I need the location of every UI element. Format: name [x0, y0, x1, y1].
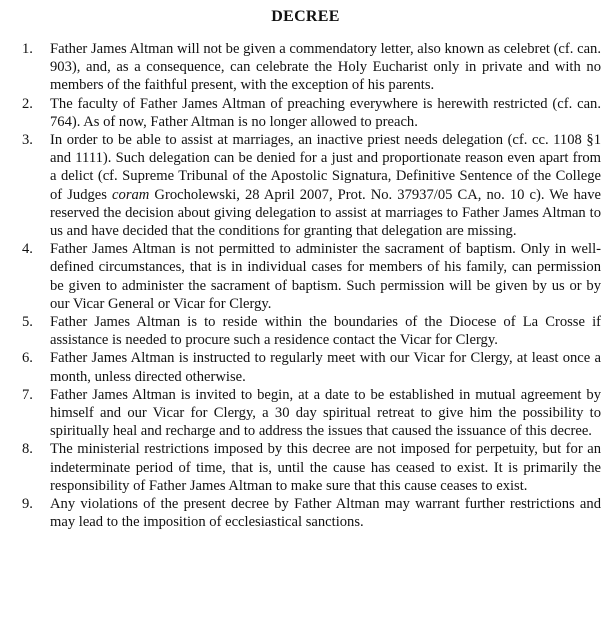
item-number: 7.: [22, 386, 33, 403]
item-number: 6.: [22, 350, 33, 367]
item-text-part: Grocholewski, 28 April 2007, Prot. No. 37937/05 CA, no. 10 c). We have reserved the decision about giving delegation to assist at marriages to Father James Altman to us and have decided that the conditions for granting that delegation are missing.: [50, 186, 601, 240]
decree-item-7: [16, 386, 601, 441]
item-text: Father James Altman is instructed to regularly meet with our Vicar for Clergy, at least once a month, unless directed otherwise.: [50, 350, 601, 385]
item-text-part: In order to be able to assist at marriages, an inactive priest needs delegation (cf. cc. 1108 §1 and 1111). Such delegation can be denied for a just and proportionate reason even apart from a delict (cf. Supreme Tribunal of the Apostolic Signatura, Definitive Sentence of the College of Judges: [50, 132, 601, 203]
decree-item-4: [16, 240, 601, 313]
item-number: 1.: [22, 41, 33, 57]
item-number: 5.: [22, 314, 33, 331]
decree-item-1: [16, 40, 601, 95]
item-text: [50, 131, 601, 240]
decree-item-5: [16, 313, 601, 349]
item-text: Father James Altman is invited to begin, at a date to be established in mutual agreement by himself and our Vicar for Clergy, a 30 day spiritual retreat to give him the possibility to spiritually heal and recharge and to address the issues that caused the issuance of this decree.: [50, 386, 601, 440]
item-text-italic: coram: [112, 186, 150, 203]
item-text: The faculty of Father James Altman of preaching everywhere is herewith restricted (cf. can. 764). As of now, Father Altman is no longer allowed to preach.: [50, 95, 601, 130]
item-text: The ministerial restrictions imposed by this decree are not imposed for perpetuity, but for an indeterminate period of time, that is, until the cause has ceased to exist. It is primarily the responsibility of Father James Altman to make sure that this cause ceases to exist.: [50, 441, 601, 494]
item-number: 2.: [22, 95, 33, 112]
decree-item-3: [16, 131, 601, 240]
decree-list: [16, 40, 601, 531]
decree-item-6: [16, 349, 601, 385]
item-number: 3.: [22, 132, 33, 149]
item-number: 9.: [22, 496, 33, 513]
item-text: Any violations of the present decree by Father Altman may warrant further restrictions and may lead to the imposition of ecclesiastical sanctions.: [50, 496, 601, 531]
decree-item-2: [16, 95, 601, 131]
decree-item-8: [16, 440, 601, 495]
item-text: Father James Altman will not be given a commendatory letter, also known as celebret (cf. can. 903), and, as a consequence, can celebrate the Holy Eucharist only in private and with no members of the faithful present, with the exception of his parents.: [50, 41, 601, 94]
item-number: 4.: [22, 241, 33, 258]
item-number: 8.: [22, 441, 33, 458]
item-text: Father James Altman is not permitted to administer the sacrament of baptism. Only in well-defined circumstances, that is in individual cases for members of his family, can permission be given to administer the sacrament of baptism. Such permission will be given by us or by our Vicar General or Vicar for Clergy.: [50, 241, 601, 312]
decree-item-9: [16, 495, 601, 531]
item-text: Father James Altman is to reside within the boundaries of the Diocese of La Crosse if assistance is needed to procure such a residence contact the Vicar for Clergy.: [50, 314, 601, 349]
document-title: DECREE: [271, 8, 340, 25]
